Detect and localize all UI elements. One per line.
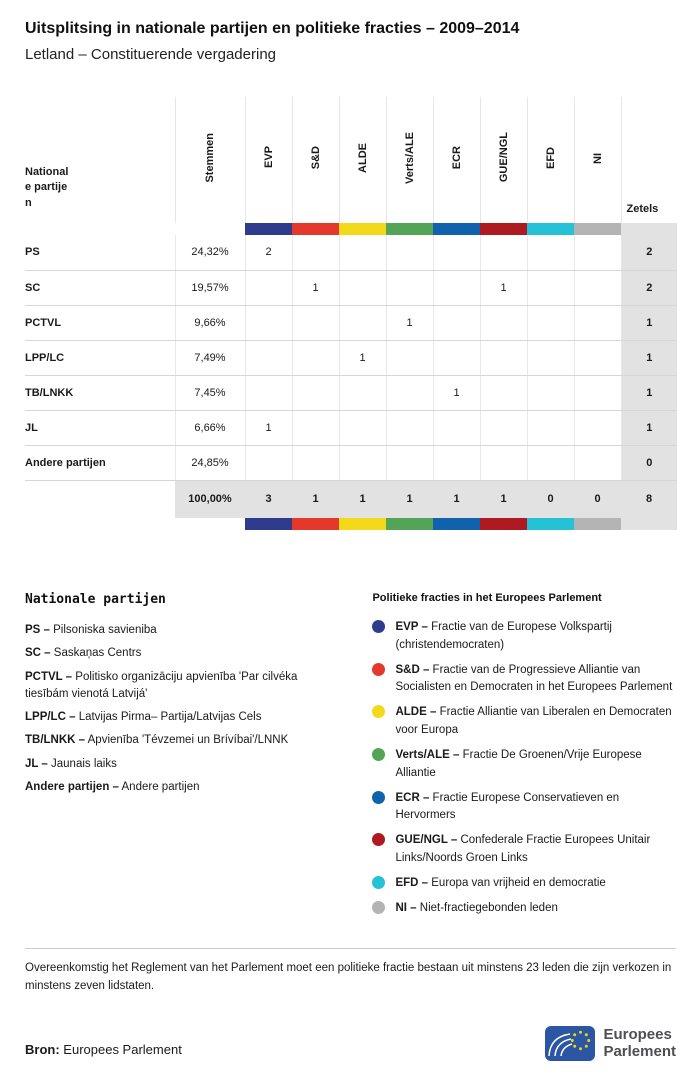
table-row <box>25 445 677 480</box>
seat-total: 0 <box>574 480 621 518</box>
seat-cell <box>245 305 292 340</box>
seat-cell <box>339 375 386 410</box>
fraction-color-dot-efd <box>372 876 385 889</box>
column-header-alde: ALDE <box>339 97 386 223</box>
fraction-color-bar-alde <box>339 518 386 530</box>
seat-total: 1 <box>292 480 339 518</box>
seat-cell <box>574 305 621 340</box>
fraction-color-bar-evp <box>245 223 292 235</box>
seat-cell <box>433 235 480 270</box>
zetels-value: 0 <box>621 445 677 480</box>
party-name: PCTVL <box>25 305 175 340</box>
page-subtitle: Letland – Constituerende vergadering <box>25 46 277 63</box>
european-parliament-logo <box>545 1026 676 1061</box>
seat-cell <box>480 235 527 270</box>
votes-percent: 6,66% <box>175 410 245 445</box>
fraction-color-bar-ni <box>574 223 621 235</box>
seat-cell <box>386 445 433 480</box>
fraction-color-bar-alde <box>339 223 386 235</box>
seat-cell <box>433 340 480 375</box>
legend-fraction-item: ECR – Fractie Europese Conservatieven en Hervormers <box>372 790 676 826</box>
column-header-ni: NI <box>574 97 621 223</box>
fraction-color-dot-gue-ngl <box>372 833 385 846</box>
zetels-value: 2 <box>621 235 677 270</box>
seat-cell <box>433 305 480 340</box>
fraction-color-bar-evp <box>245 518 292 530</box>
divider <box>25 948 676 949</box>
seat-cell <box>245 270 292 305</box>
seat-cell <box>292 445 339 480</box>
page-title: Uitsplitsing in nationale partijen en politieke fracties – 2009–2014 <box>25 20 520 37</box>
seat-cell <box>527 305 574 340</box>
votes-percent: 7,45% <box>175 375 245 410</box>
seat-cell <box>339 445 386 480</box>
seat-cell <box>480 305 527 340</box>
seat-cell <box>292 235 339 270</box>
party-name: PS <box>25 235 175 270</box>
seat-cell <box>480 410 527 445</box>
zetels-value: 1 <box>621 410 677 445</box>
zetels-value: 1 <box>621 340 677 375</box>
legend-party-item: SC – Saskaņas Centrs <box>25 647 142 660</box>
legend-party-item: Andere partijen – Andere partijen <box>25 780 200 793</box>
legend-fraction-item: S&D – Fractie van de Progressieve Alliantie van Socialisten en Democraten in het Europees Parlement <box>372 662 676 698</box>
seat-cell <box>480 340 527 375</box>
seat-cell: 1 <box>339 340 386 375</box>
zetels-grand-total: 8 <box>621 480 677 518</box>
fraction-color-dot-evp <box>372 620 385 633</box>
fraction-color-bar-sd <box>292 518 339 530</box>
legend-fraction-item: NI – Niet-fractiegebonden leden <box>372 900 676 918</box>
legend-fraction-item: Verts/ALE – Fractie De Groenen/Vrije Europese Alliantie <box>372 747 676 783</box>
legend-party-item: TB/LNKK – Apvienība 'Tévzemei un Brívíbai'/LNNK <box>25 734 289 747</box>
seat-cell <box>433 410 480 445</box>
legend-fractions-title: Politieke fracties in het Europees Parlement <box>372 592 602 604</box>
table-row <box>25 340 677 375</box>
source-label: Bron: <box>25 1042 60 1057</box>
legend-party-item: PCTVL – Politisko organizāciju apvienība 'Par cilvéka tiesībám vienotá Latvijá' <box>25 670 298 700</box>
seat-cell <box>339 305 386 340</box>
column-header-verts-ale: Verts/ALE <box>386 97 433 223</box>
seat-cell <box>527 410 574 445</box>
seat-cell: 1 <box>433 375 480 410</box>
fraction-color-bar-ecr <box>433 518 480 530</box>
seat-cell <box>527 340 574 375</box>
party-name: TB/LNKK <box>25 375 175 410</box>
seat-cell <box>480 445 527 480</box>
seat-cell <box>292 375 339 410</box>
table-row <box>25 375 677 410</box>
column-header-gue-ngl: GUE/NGL <box>480 97 527 223</box>
party-name: JL <box>25 410 175 445</box>
votes-total: 100,00% <box>175 480 245 518</box>
votes-percent: 24,32% <box>175 235 245 270</box>
votes-percent: 24,85% <box>175 445 245 480</box>
seat-cell <box>527 445 574 480</box>
fraction-color-bar-efd <box>527 518 574 530</box>
header-color-bars <box>25 223 677 235</box>
fraction-color-dot-alde <box>372 705 385 718</box>
fraction-color-dot-ni <box>372 901 385 914</box>
seat-cell: 1 <box>480 270 527 305</box>
zetels-value: 1 <box>621 375 677 410</box>
legend-parties-title: Nationale partijen <box>25 592 166 607</box>
seat-cell <box>292 340 339 375</box>
legend-party-item: JL – Jaunais laiks <box>25 757 117 770</box>
votes-percent: 19,57% <box>175 270 245 305</box>
seat-cell: 1 <box>245 410 292 445</box>
fraction-color-bar-gue-ngl <box>480 518 527 530</box>
footer-row <box>25 1026 676 1061</box>
party-name: LPP/LC <box>25 340 175 375</box>
seat-cell <box>527 270 574 305</box>
seat-cell <box>245 445 292 480</box>
legend-political-fractions <box>372 592 676 924</box>
seat-cell: 1 <box>292 270 339 305</box>
corner-header-cell <box>25 97 175 223</box>
legend-fraction-item: EVP – Fractie van de Europese Volkspartij (christendemocraten) <box>372 619 676 655</box>
seat-cell <box>339 235 386 270</box>
table-row <box>25 235 677 270</box>
zetels-value: 2 <box>621 270 677 305</box>
seat-cell <box>527 235 574 270</box>
seat-cell <box>433 445 480 480</box>
ep-logo-mark <box>545 1026 595 1061</box>
seat-cell <box>574 410 621 445</box>
legend-fraction-item: GUE/NGL – Confederale Fractie Europees Unitair Links/Noords Groen Links <box>372 832 676 868</box>
seat-cell <box>574 375 621 410</box>
fraction-color-bar-verts-ale <box>386 518 433 530</box>
seat-total: 1 <box>339 480 386 518</box>
seat-cell <box>527 375 574 410</box>
legend-party-item: PS – Pilsoniska savieniba <box>25 624 157 636</box>
seat-total: 0 <box>527 480 574 518</box>
table-row <box>25 410 677 445</box>
footnote: Overeenkomstig het Reglement van het Parlement moet een politieke fractie bestaan uit minstens 23 leden die zijn verkozen in minstens zeven lidstaten. <box>25 962 672 993</box>
seat-cell <box>433 270 480 305</box>
fraction-color-bar-ni <box>574 518 621 530</box>
seat-cell: 1 <box>386 305 433 340</box>
footer-color-bars <box>25 518 677 530</box>
votes-percent: 7,49% <box>175 340 245 375</box>
seat-cell <box>574 340 621 375</box>
zetels-value: 1 <box>621 305 677 340</box>
seat-cell <box>574 270 621 305</box>
table-row <box>25 270 677 305</box>
seat-cell <box>292 305 339 340</box>
table-row <box>25 305 677 340</box>
seat-cell <box>386 410 433 445</box>
seat-cell: 2 <box>245 235 292 270</box>
column-header-ecr: ECR <box>433 97 480 223</box>
seat-total: 1 <box>480 480 527 518</box>
seat-total: 3 <box>245 480 292 518</box>
fraction-color-bar-sd <box>292 223 339 235</box>
seat-cell <box>386 340 433 375</box>
column-header-national-parties: Nationale partijen <box>25 165 69 209</box>
column-header-stemmen: Stemmen <box>175 97 245 223</box>
source-line <box>25 1042 182 1061</box>
table-total-row <box>25 480 677 518</box>
source-value: Europees Parlement <box>63 1042 182 1057</box>
seat-cell <box>245 375 292 410</box>
seat-cell <box>574 235 621 270</box>
seat-cell <box>245 340 292 375</box>
seat-cell <box>386 270 433 305</box>
seat-cell <box>386 235 433 270</box>
seat-cell <box>574 445 621 480</box>
legend-party-item: LPP/LC – Latvijas Pirma– Partija/Latvijas Cels <box>25 711 262 723</box>
fraction-color-bar-gue-ngl <box>480 223 527 235</box>
fraction-color-dot-ecr <box>372 791 385 804</box>
table-header-row <box>25 97 677 223</box>
ep-logo-text: Europees Parlement <box>603 1025 676 1060</box>
legend-fraction-item: ALDE – Fractie Alliantie van Liberalen en Democraten voor Europa <box>372 704 676 740</box>
legend-national-parties <box>25 592 372 924</box>
fraction-color-dot-verts-ale <box>372 748 385 761</box>
seat-cell <box>386 375 433 410</box>
seats-table <box>25 97 677 530</box>
fraction-color-bar-verts-ale <box>386 223 433 235</box>
seat-cell <box>339 410 386 445</box>
seat-total: 1 <box>433 480 480 518</box>
seat-total: 1 <box>386 480 433 518</box>
legend-fraction-item: EFD – Europa van vrijheid en democratie <box>372 875 676 893</box>
column-header-evp: EVP <box>245 97 292 223</box>
fraction-color-bar-efd <box>527 223 574 235</box>
column-header-zetels: Zetels <box>621 97 677 223</box>
column-header-efd: EFD <box>527 97 574 223</box>
seat-cell <box>339 270 386 305</box>
legend-section <box>25 592 676 924</box>
seat-cell <box>292 410 339 445</box>
party-name: Andere partijen <box>25 445 175 480</box>
fraction-color-dot-sd <box>372 663 385 676</box>
column-header-sd: S&D <box>292 97 339 223</box>
votes-percent: 9,66% <box>175 305 245 340</box>
fraction-color-bar-ecr <box>433 223 480 235</box>
seat-cell <box>480 375 527 410</box>
party-name: SC <box>25 270 175 305</box>
